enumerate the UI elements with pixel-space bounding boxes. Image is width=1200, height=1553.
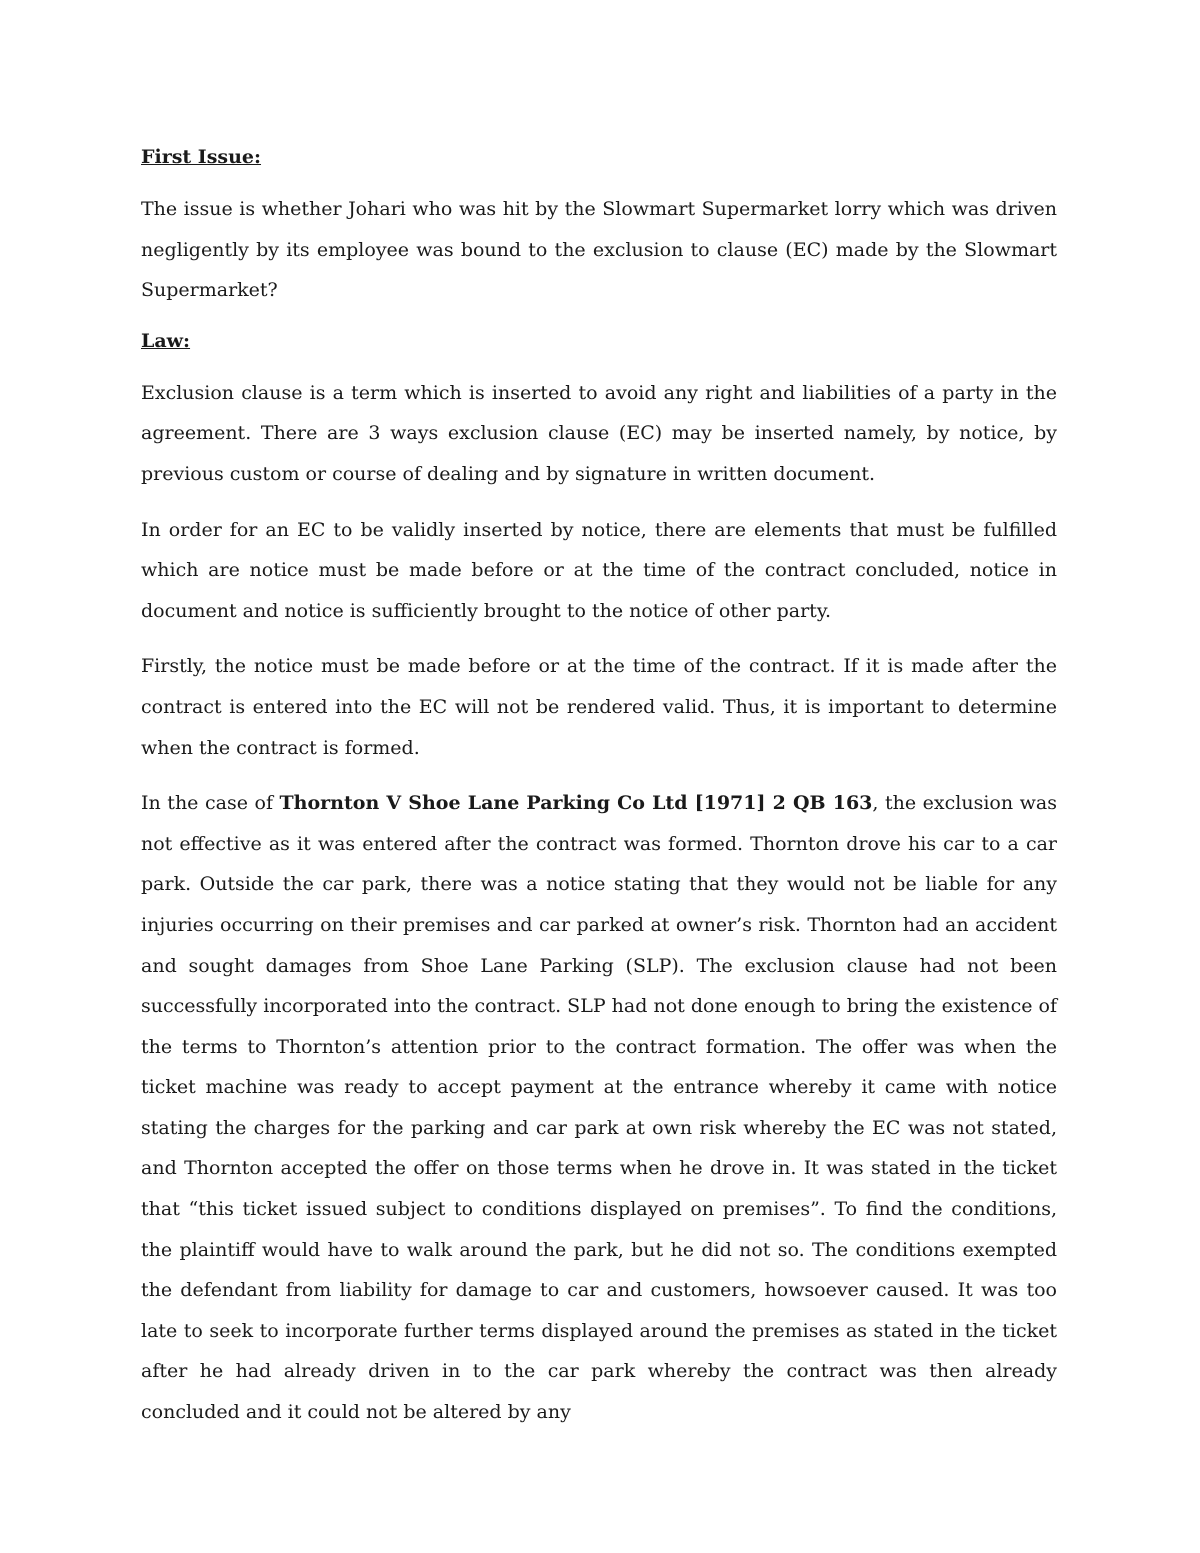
case-intro-text: In the case of [141,792,280,815]
law-paragraph-3: Firstly, the notice must be made before or at the time of the contract. If it is made after the contract is entered into the EC will not be rendered valid. Thus, it is important to determine when the contract is formed. [141,655,1057,759]
document-page [141,140,1057,1448]
case-citation: Thornton V Shoe Lane Parking Co Ltd [1971] 2 QB 163 [279,792,873,815]
case-paragraph [141,783,1057,1433]
first-issue-heading: First Issue: [141,146,262,168]
law-heading: Law: [141,329,191,352]
issue-paragraph: The issue is whether Johari who was hit by the Slowmart Supermarket lorry which was driven negligently by its employee was bound to the exclusion to clause (EC) made by the Slowmart Supermarket? [141,198,1057,302]
law-paragraph-2: In order for an EC to be validly inserted by notice, there are elements that must be fulfilled which are notice must be made before or at the time of the contract concluded, notice in document and notice is sufficiently brought to the notice of other party. [141,518,1057,622]
law-paragraph-1: Exclusion clause is a term which is inserted to avoid any right and liabilities of a party in the agreement. There are 3 ways exclusion clause (EC) may be inserted namely, by notice, by previous custom or course of dealing and by signature in written document. [141,381,1057,485]
case-body-text: , the exclusion was not effective as it was entered after the contract was formed. Thornton drove his car to a car park. Outside the car park, there was a notice stating that they would not be liable for any injuries occurring on their premises and car parked at owner’s risk. Thornton had an accident and sought damages from Shoe Lane Parking (SLP). The exclusion clause had not been successfully incorporated into the contract. SLP had not done enough to bring the existence of the terms to Thornton’s attention prior to the contract formation. The offer was when the ticket machine was ready to accept payment at the entrance whereby it came with notice stating the charges for the parking and car park at own risk whereby the EC was not stated, and Thornton accepted the offer on those terms when he drove in. It was stated in the ticket that “this ticket issued subject to conditions displayed on premises”. To find the conditions, the plaintiff would have to walk around the park, but he did not so. The conditions exempted the defendant from liability for damage to car and customers, howsoever caused. It was too late to seek to incorporate further terms displayed around the premises as stated in the ticket after he had already driven in to the car park whereby the contract was then already concluded and it could not be altered by any [141,792,1057,1424]
